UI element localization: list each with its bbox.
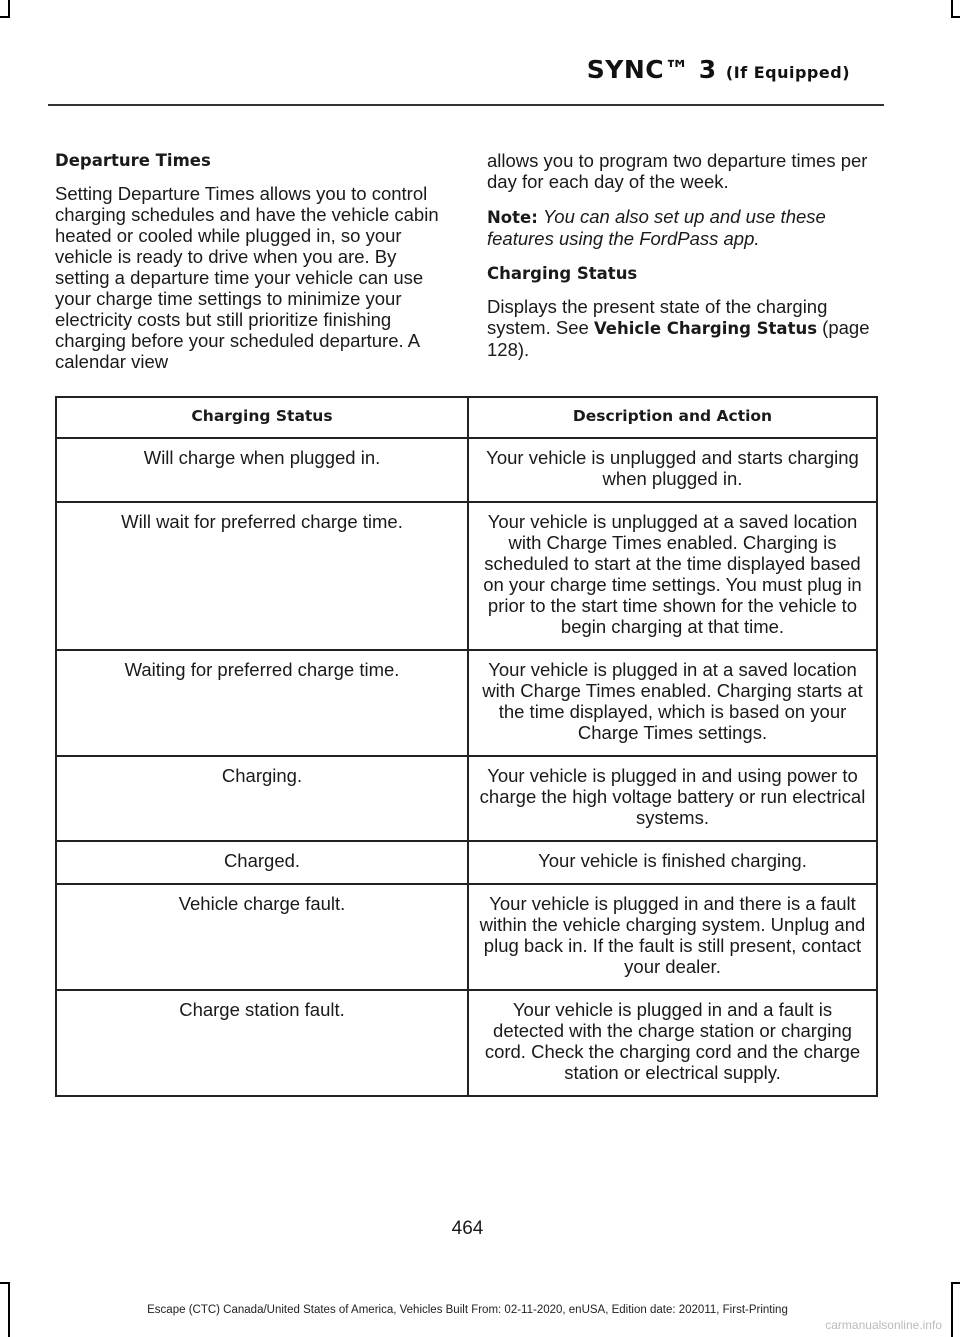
vehicle-charging-status-link[interactable]: Vehicle Charging Status: [593, 319, 818, 338]
crop-mark-bottom-left-horizontal: [0, 1282, 10, 1284]
column-header-charging-status: Charging Status: [56, 397, 468, 438]
charging-status-table: [55, 396, 878, 1097]
table-row: [56, 438, 877, 502]
page-header-title: [587, 55, 850, 84]
table-row: [56, 884, 877, 990]
header-title-suffix: (If Equipped): [725, 63, 850, 82]
table-header-row: [56, 397, 877, 438]
note-label: Note:: [487, 208, 538, 227]
description-cell: Your vehicle is plugged in and a fault is detected with the charge station or charging cord. Check the charging cord and the charge station or electrical supply.: [468, 990, 877, 1096]
watermark: carmanualsonline.info: [825, 1318, 942, 1332]
description-cell: Your vehicle is plugged in and using power to charge the high voltage battery or run electrical systems.: [468, 756, 877, 841]
edition-footer: Escape (CTC) Canada/United States of America, Vehicles Built From: 02-11-2020, enUSA, Edition date: 202011, First-Printing: [147, 1304, 788, 1316]
column-header-description: Description and Action: [468, 397, 877, 438]
description-cell: Your vehicle is plugged in at a saved location with Charge Times enabled. Charging starts at the time displayed, which is based on your Charge Times settings.: [468, 650, 877, 756]
charging-status-heading: Charging Status: [487, 264, 638, 283]
note-paragraph: [487, 206, 882, 249]
status-cell: Waiting for preferred charge time.: [56, 650, 468, 756]
departure-times-paragraph: Setting Departure Times allows you to control charging schedules and have the vehicle cabin heated or cooled while plugged in, so your vehicle is ready to drive when you are. By setting a departure time your vehicle can use your charge time settings to minimize your electricity costs but still prioritize finishing charging before your scheduled departure. A calendar view: [55, 183, 439, 372]
table-row: [56, 756, 877, 841]
status-cell: Charge station fault.: [56, 990, 468, 1096]
crop-mark-bottom-right-vertical: [951, 1282, 953, 1337]
table-row: [56, 990, 877, 1096]
description-cell: Your vehicle is plugged in and there is a fault within the vehicle charging system. Unplug and plug back in. If the fault is still present, contact your dealer.: [468, 884, 877, 990]
charging-status-text: Displays the present state of the charging system. See: [487, 296, 828, 338]
description-cell: Your vehicle is unplugged and starts charging when plugged in.: [468, 438, 877, 502]
page-number: 464: [451, 1218, 484, 1239]
charging-status-paragraph: [487, 296, 882, 360]
status-cell: Charging.: [56, 756, 468, 841]
crop-mark-top-left-horizontal: [0, 16, 10, 18]
status-cell: Vehicle charge fault.: [56, 884, 468, 990]
table-row: [56, 650, 877, 756]
right-column: [487, 150, 882, 374]
departure-times-heading: Departure Times: [55, 151, 211, 170]
header-divider: [48, 104, 884, 106]
crop-mark-top-right-horizontal: [951, 16, 960, 18]
description-cell: Your vehicle is unplugged at a saved location with Charge Times enabled. Charging is scheduled to start at the time displayed based on your charge time settings. You must plug in prior to the start time shown for the vehicle to begin charging at that time.: [468, 502, 877, 650]
status-cell: Will charge when plugged in.: [56, 438, 468, 502]
table-row: [56, 502, 877, 650]
header-title-text: SYNC™ 3: [586, 55, 717, 84]
description-cell: Your vehicle is finished charging.: [468, 841, 877, 884]
left-column: [55, 150, 450, 386]
note-text: You can also set up and use these features using the FordPass app.: [487, 206, 826, 249]
status-cell: Will wait for preferred charge time.: [56, 502, 468, 650]
status-cell: Charged.: [56, 841, 468, 884]
xref-page: (page 128).: [487, 317, 870, 360]
table-row: [56, 841, 877, 884]
crop-mark-bottom-right-horizontal: [951, 1282, 960, 1284]
departure-times-continuation: allows you to program two departure times per day for each day of the week.: [487, 150, 868, 192]
